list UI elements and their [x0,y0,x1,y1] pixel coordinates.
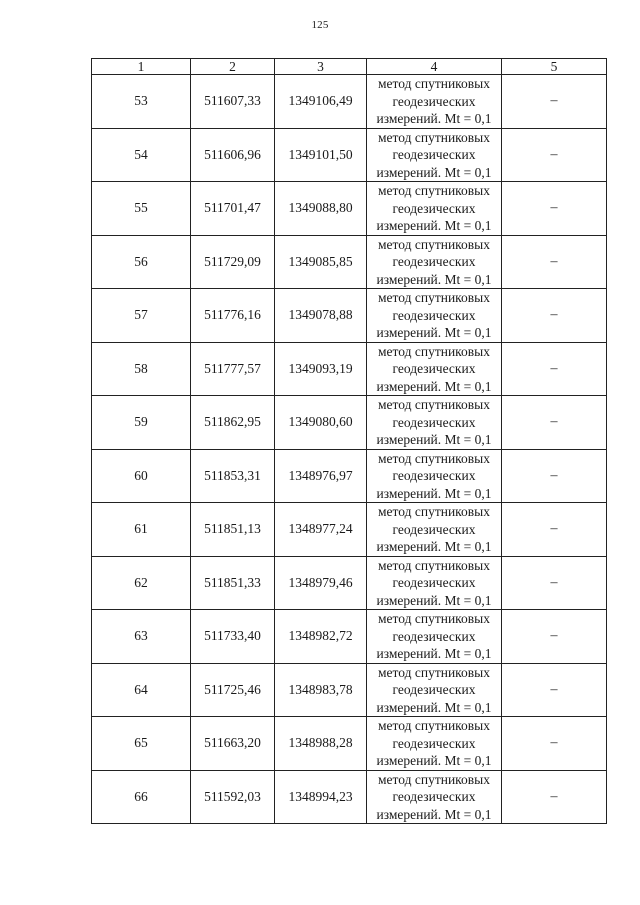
y-coordinate-cell: 1349085,85 [275,235,367,289]
x-coordinate-cell: 511853,31 [191,449,275,503]
method-cell [367,75,502,129]
point-number-cell: 66 [92,770,191,824]
method-line: метод спутниковых [378,611,490,626]
x-coordinate-cell: 511607,33 [191,75,275,129]
x-coordinate-cell: 511606,96 [191,128,275,182]
x-coordinate-cell: 511851,13 [191,503,275,557]
table-row [92,235,607,289]
point-number-cell: 64 [92,663,191,717]
point-number-cell: 61 [92,503,191,557]
column-header-1: 1 [92,59,191,75]
method-line: метод спутниковых [378,771,490,787]
point-number-cell: 63 [92,610,191,664]
y-coordinate-cell: 1349106,49 [275,75,367,129]
method-cell [367,342,502,396]
method-line: геодезических [392,147,476,162]
x-coordinate-cell: 511592,03 [191,770,275,824]
method-line: метод спутниковых [378,664,490,680]
method-line: геодезических [392,575,476,590]
y-coordinate-cell: 1348982,72 [275,610,367,664]
method-line: геодезических [392,414,476,430]
method-line: геодезических [392,735,476,751]
y-coordinate-cell: 1348976,97 [275,449,367,503]
point-number-cell: 56 [92,235,191,289]
method-line: геодезических [392,628,476,644]
y-coordinate-cell: 1349080,60 [275,396,367,450]
table-row [92,75,607,129]
point-number-cell: 54 [92,128,191,182]
point-number-cell: 62 [92,556,191,610]
method-line: метод спутниковых [378,76,490,91]
column-5-cell: – [502,717,607,771]
column-5-cell: – [502,770,607,824]
column-5-cell: – [502,128,607,182]
method-line: геодезических [392,254,476,269]
y-coordinate-cell: 1348979,46 [275,556,367,610]
method-cell [367,128,502,182]
method-line: метод спутниковых [378,129,490,145]
column-header-2: 2 [191,59,275,75]
method-cell [367,289,502,343]
method-line: метод спутниковых [378,397,490,412]
method-line: измерений. Mt = 0,1 [376,271,492,287]
table-row [92,128,607,182]
column-5-cell: – [502,503,607,557]
column-5-cell: – [502,235,607,289]
table-row [92,610,607,664]
table-row [92,289,607,343]
method-line: метод спутниковых [378,718,490,733]
table-row [92,663,607,717]
table-body [92,75,607,824]
column-5-cell: – [502,289,607,343]
y-coordinate-cell: 1349101,50 [275,128,367,182]
method-line: измерений. Mt = 0,1 [376,325,492,340]
method-line: геодезических [392,93,476,109]
method-line: измерений. Mt = 0,1 [376,485,492,501]
method-cell [367,717,502,771]
method-line: геодезических [392,361,476,376]
method-line: геодезических [392,789,476,804]
table-row [92,396,607,450]
column-5-cell: – [502,610,607,664]
table-row [92,342,607,396]
method-line: измерений. Mt = 0,1 [376,432,492,447]
point-number-cell: 65 [92,717,191,771]
coordinates-table [91,58,607,824]
method-line: геодезических [392,307,476,323]
method-line: метод спутниковых [378,183,490,198]
method-cell [367,610,502,664]
column-header-5: 5 [502,59,607,75]
x-coordinate-cell: 511701,47 [191,182,275,236]
y-coordinate-cell: 1349093,19 [275,342,367,396]
method-line: измерений. Mt = 0,1 [376,111,492,126]
method-line: геодезических [392,468,476,483]
column-5-cell: – [502,342,607,396]
method-line: измерений. Mt = 0,1 [376,699,492,715]
point-number-cell: 55 [92,182,191,236]
method-line: измерений. Mt = 0,1 [376,592,492,608]
y-coordinate-cell: 1348994,23 [275,770,367,824]
y-coordinate-cell: 1348977,24 [275,503,367,557]
method-cell [367,396,502,450]
method-line: измерений. Mt = 0,1 [376,218,492,233]
table-row [92,182,607,236]
x-coordinate-cell: 511777,57 [191,342,275,396]
method-line: метод спутниковых [378,504,490,519]
point-number-cell: 58 [92,342,191,396]
table-header [92,59,607,75]
table-row [92,556,607,610]
x-coordinate-cell: 511851,33 [191,556,275,610]
method-cell [367,449,502,503]
x-coordinate-cell: 511862,95 [191,396,275,450]
column-5-cell: – [502,556,607,610]
method-line: геодезических [392,200,476,216]
x-coordinate-cell: 511729,09 [191,235,275,289]
header-row [92,59,607,75]
method-line: метод спутниковых [378,236,490,252]
method-cell [367,770,502,824]
method-cell [367,182,502,236]
page-number: 125 [311,19,329,31]
method-line: измерений. Mt = 0,1 [376,806,492,822]
y-coordinate-cell: 1349088,80 [275,182,367,236]
y-coordinate-cell: 1348983,78 [275,663,367,717]
table-row [92,503,607,557]
method-line: метод спутниковых [378,450,490,466]
x-coordinate-cell: 511733,40 [191,610,275,664]
column-5-cell: – [502,663,607,717]
y-coordinate-cell: 1349078,88 [275,289,367,343]
point-number-cell: 60 [92,449,191,503]
x-coordinate-cell: 511725,46 [191,663,275,717]
column-5-cell: – [502,449,607,503]
column-5-cell: – [502,182,607,236]
x-coordinate-cell: 511663,20 [191,717,275,771]
method-line: измерений. Mt = 0,1 [376,164,492,180]
method-line: измерений. Mt = 0,1 [376,539,492,554]
method-line: геодезических [392,682,476,697]
point-number-cell: 59 [92,396,191,450]
table-row [92,449,607,503]
method-line: измерений. Mt = 0,1 [376,378,492,394]
table-row [92,770,607,824]
method-line: измерений. Mt = 0,1 [376,646,492,661]
method-line: геодезических [392,521,476,537]
method-cell [367,556,502,610]
column-5-cell: – [502,75,607,129]
y-coordinate-cell: 1348988,28 [275,717,367,771]
column-header-3: 3 [275,59,367,75]
method-line: метод спутниковых [378,557,490,573]
column-5-cell: – [502,396,607,450]
method-line: измерений. Mt = 0,1 [376,753,492,768]
method-cell [367,663,502,717]
method-line: метод спутниковых [378,343,490,359]
table-row [92,717,607,771]
method-line: метод спутниковых [378,290,490,305]
method-cell [367,235,502,289]
point-number-cell: 53 [92,75,191,129]
method-cell [367,503,502,557]
point-number-cell: 57 [92,289,191,343]
column-header-4: 4 [367,59,502,75]
x-coordinate-cell: 511776,16 [191,289,275,343]
